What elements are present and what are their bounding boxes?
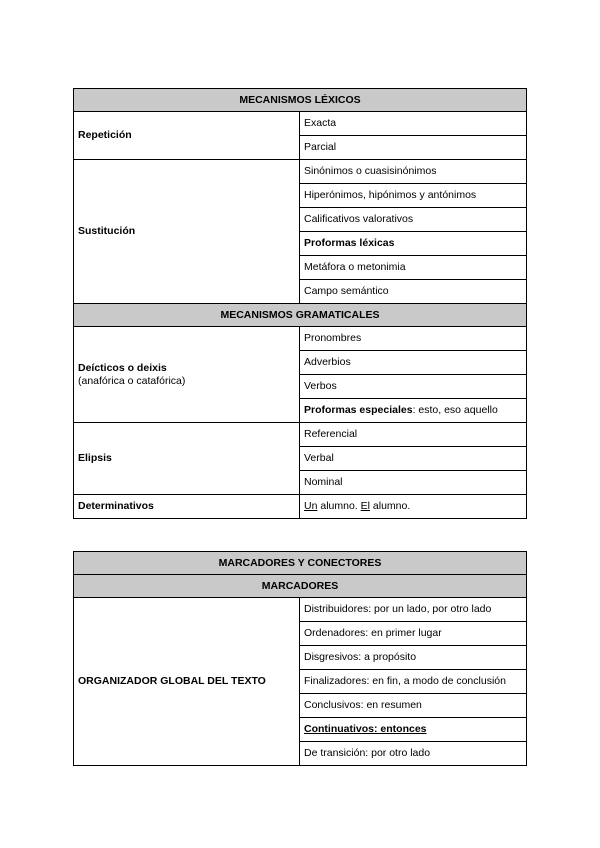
sustitucion-label: Sustitución [74, 160, 300, 304]
marcador-item: Continuativos: entonces [300, 718, 527, 742]
sustitucion-item: Sinónimos o cuasisinónimos [300, 160, 527, 184]
lexicos-header: MECANISMOS LÉXICOS [74, 89, 527, 112]
repeticion-item: Exacta [300, 112, 527, 136]
elipsis-item: Verbal [300, 447, 527, 471]
marcadores-table [73, 551, 527, 766]
elipsis-item: Nominal [300, 471, 527, 495]
marcador-item: Conclusivos: en resumen [300, 694, 527, 718]
determinativos-label: Determinativos [74, 495, 300, 519]
marcador-item: De transición: por otro lado [300, 742, 527, 766]
deicticos-label: Deícticos o deixis [78, 361, 167, 374]
sustitucion-item: Hiperónimos, hipónimos y antónimos [300, 184, 527, 208]
deicticos-item: Verbos [300, 375, 527, 399]
marcadores-header: MARCADORES Y CONECTORES [74, 552, 527, 575]
determinativos-example [300, 495, 527, 519]
marcador-item: Finalizadores: en fin, a modo de conclusión [300, 670, 527, 694]
mecanismos-table [73, 88, 527, 519]
marcadores-subheader: MARCADORES [74, 575, 527, 598]
proformas-especiales-cell [300, 399, 527, 423]
marcador-item: Ordenadores: en primer lugar [300, 622, 527, 646]
elipsis-label: Elipsis [74, 423, 300, 495]
sustitucion-item: Proformas léxicas [300, 232, 527, 256]
article-el: El [360, 500, 370, 512]
organizador-label: ORGANIZADOR GLOBAL DEL TEXTO [74, 598, 300, 766]
marcador-item: Disgresivos: a propósito [300, 646, 527, 670]
example-rest: alumno. [369, 500, 411, 512]
repeticion-label: Repetición [74, 112, 300, 160]
proformas-especiales-label: Proformas especiales [304, 404, 413, 416]
deicticos-sublabel: (anafórica o catafórica) [78, 374, 186, 387]
sustitucion-item: Metáfora o metonimia [300, 256, 527, 280]
deicticos-cell [74, 327, 300, 423]
elipsis-item: Referencial [300, 423, 527, 447]
example-rest: alumno. [317, 500, 361, 512]
sustitucion-item: Campo semántico [300, 280, 527, 304]
deicticos-item: Adverbios [300, 351, 527, 375]
deicticos-item: Pronombres [300, 327, 527, 351]
article-un: Un [304, 500, 318, 512]
proformas-especiales-text: : esto, eso aquello [412, 404, 498, 416]
repeticion-item: Parcial [300, 136, 527, 160]
marcador-item: Distribuidores: por un lado, por otro lado [300, 598, 527, 622]
sustitucion-item: Calificativos valorativos [300, 208, 527, 232]
gramaticales-header: MECANISMOS GRAMATICALES [74, 304, 527, 327]
